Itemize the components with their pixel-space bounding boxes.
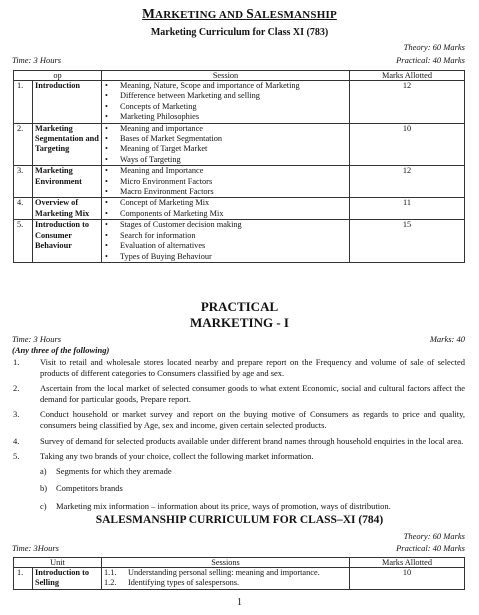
session-item: [104, 568, 347, 578]
session-item: • Components of Marketing Mix: [104, 209, 347, 219]
session-item: • Types of Buying Behaviour: [104, 252, 347, 262]
header-unit: op: [14, 71, 102, 81]
practical-time: Time: 3 Hours: [12, 334, 62, 344]
session-item: • Search for information: [104, 231, 347, 241]
sub-option-item: [40, 466, 465, 477]
session-list-cell: [102, 198, 350, 220]
unit-number: 2.: [14, 123, 33, 166]
sales-practical-marks: Practical: 40 Marks: [396, 543, 465, 553]
marks-allotted: 10: [350, 123, 465, 166]
task-text: Taking any two brands of your choice, collect the following market information.: [40, 451, 314, 462]
practical-marks: Practical: 40 Marks: [396, 55, 465, 65]
document-title: [0, 6, 479, 22]
task-number: 3.: [13, 409, 20, 420]
session-list-cell: [102, 123, 350, 166]
practical-heading: [0, 299, 479, 331]
marketing-curriculum-subtitle: Marketing Curriculum for Class XI (783): [150, 27, 329, 38]
session-list: [104, 198, 347, 219]
unit-name: Introduction to Consumer Behaviour: [33, 220, 102, 263]
session-text: Identifying types of salespersons.: [128, 578, 240, 588]
sub-option-text: Competitors brands: [56, 483, 123, 494]
unit-name: Introduction to Selling: [33, 568, 102, 590]
table-row: [14, 166, 465, 198]
sales-theory-marks: Theory: 60 Marks: [403, 531, 465, 541]
session-item: • Meaning and Importance: [104, 166, 347, 176]
session-list-cell: [102, 81, 350, 124]
task-item: [13, 436, 465, 447]
sub-option-label: c): [40, 500, 47, 511]
salesmanship-curriculum-table: [13, 557, 465, 590]
session-list: [104, 124, 347, 166]
session-item: • Ways of Targeting: [104, 155, 347, 165]
practical-task-list: [13, 357, 465, 519]
session-number: 1.1.: [104, 568, 117, 577]
exam-time: Time: 3 Hours: [12, 55, 62, 65]
session-item: • Evaluation of alternatives: [104, 241, 347, 251]
session-item: • Meaning of Target Market: [104, 144, 347, 154]
table-row: [14, 198, 465, 220]
table-row: [14, 220, 465, 263]
session-text: Understanding personal selling: meaning and importance.: [128, 568, 320, 577]
title-part-salesmanship: ALESMANSHIP: [254, 9, 337, 21]
sub-option-item: [40, 483, 465, 494]
marks-allotted: 10: [350, 568, 465, 590]
session-list-cell: [102, 220, 350, 263]
unit-name: Introduction: [33, 81, 102, 124]
unit-number: 5.: [14, 220, 33, 263]
practical-instruction: (Any three of the following): [12, 345, 110, 355]
table-header-row: [14, 558, 465, 568]
marks-allotted: 12: [350, 166, 465, 198]
marks-allotted: 11: [350, 198, 465, 220]
session-list: [104, 220, 347, 262]
session-item: • Concept of Marketing Mix: [104, 198, 347, 208]
practical-total-marks: Marks: 40: [429, 334, 465, 344]
table-row: [14, 123, 465, 166]
page-number: 1: [237, 597, 242, 608]
task-text: Ascertain from the local market of selected consumer goods to what extent Economic, social and cultural factors affect the demand for particular goods, Prepare report.: [40, 383, 465, 404]
sub-option-label: a): [40, 465, 47, 476]
session-item: • Macro Environment Factors: [104, 187, 347, 197]
task-number: 2.: [13, 383, 20, 394]
session-item: • Marketing Philosophies: [104, 112, 347, 122]
session-item: • Meaning and importance: [104, 124, 347, 134]
sub-option-item: [40, 501, 465, 512]
salesmanship-heading: SALESMANSHIP CURRICULUM FOR CLASS–XI (784): [95, 514, 384, 526]
session-list-cell: [102, 568, 350, 590]
session-item: • Micro Environment Factors: [104, 177, 347, 187]
header-sessions: Sessions: [102, 558, 350, 568]
theory-marks: Theory: 60 Marks: [403, 42, 465, 52]
session-item: • Stages of Customer decision making: [104, 220, 347, 230]
session-list-cell: [102, 166, 350, 198]
task-number: 1.: [13, 357, 20, 367]
title-part-marketing: ARKETING AND: [155, 9, 247, 21]
title-initial-s: S: [246, 6, 254, 21]
header-marks: Marks Allotted: [350, 71, 465, 81]
task-item: [13, 383, 465, 404]
unit-name: Marketing Segmentation and Targeting: [33, 123, 102, 166]
unit-number: 4.: [14, 198, 33, 220]
table-row: [14, 81, 465, 124]
marketing-curriculum-table: [13, 70, 465, 263]
task-text: Visit to retail and wholesale stores located nearby and prepare report on the Frequency and volume of sale of selected products of different categories to Consumers classified by age and sex.: [40, 357, 465, 378]
unit-name: Marketing Environment: [33, 166, 102, 198]
sub-option-text: Segments for which they aremade: [56, 465, 172, 476]
unit-number: 1.: [14, 568, 33, 590]
table-row: [14, 568, 465, 590]
sub-option-text: Marketing mix information – information about its price, ways of promotion, ways of distribution.: [56, 500, 391, 511]
title-initial-m: M: [142, 6, 156, 21]
task-text: Conduct household or market survey and report on the buying motive of Consumers as regards to price and quality, consumers being classified by Age, sex and income, given certain selected products.: [40, 409, 465, 430]
sub-option-list: [40, 466, 465, 512]
session-item: [104, 578, 347, 588]
task-item: [13, 451, 465, 511]
session-number: 1.2.: [104, 578, 117, 588]
session-item: • Concepts of Marketing: [104, 102, 347, 112]
session-list: [104, 81, 347, 123]
unit-number: 1.: [14, 81, 33, 124]
marks-allotted: 15: [350, 220, 465, 263]
session-item: • Difference between Marketing and selling: [104, 91, 347, 101]
practical-title: PRACTICAL: [200, 299, 279, 314]
task-text: Survey of demand for selected products available under different brand names through household enquiries in the local area.: [40, 435, 464, 446]
session-item: • Bases of Market Segmentation: [104, 134, 347, 144]
table-header-row: [14, 71, 465, 81]
header-unit: Unit: [14, 558, 102, 568]
task-number: 5.: [13, 451, 20, 462]
sales-exam-time: Time: 3Hours: [12, 543, 59, 553]
header-marks: Marks Allotted: [350, 558, 465, 568]
sub-option-label: b): [40, 483, 48, 494]
practical-subject: MARKETING - I: [190, 315, 289, 330]
session-list: [104, 166, 347, 197]
task-item: [13, 409, 465, 430]
task-number: 4.: [13, 435, 20, 446]
unit-name: Overview of Marketing Mix: [33, 198, 102, 220]
session-item: • Meaning, Nature, Scope and importance of Marketing: [104, 81, 347, 91]
marks-allotted: 12: [350, 81, 465, 124]
header-session: Session: [102, 71, 350, 81]
task-item: [13, 357, 465, 378]
unit-number: 3.: [14, 166, 33, 198]
